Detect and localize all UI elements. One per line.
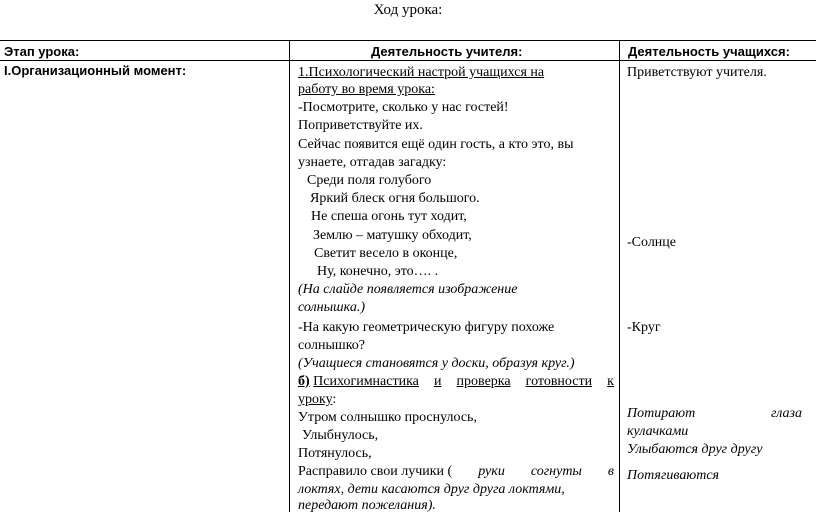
- teacher-line: узнаете, отгадав загадку:: [298, 155, 447, 170]
- section-b-word: и: [433, 374, 442, 389]
- table-top-border: [0, 40, 816, 41]
- student-activity: Улыбаются друг другу: [627, 442, 763, 457]
- teacher-line: Сейчас появится ещё один гость, а кто это, вы: [298, 137, 574, 152]
- header-students: Деятельность учащихся:: [628, 44, 790, 59]
- student-activity: -Круг: [627, 320, 661, 335]
- teacher-line: 1.Психологический настрой учащихся на: [298, 65, 545, 80]
- teacher-line: Поприветствуйте их.: [298, 118, 423, 133]
- riddle-line: Яркий блеск огня большого.: [310, 191, 480, 206]
- riddle-line: Ну, конечно, это…. .: [317, 264, 439, 279]
- section-b-word: готовности: [525, 374, 593, 389]
- section-b-heading: [298, 373, 614, 390]
- riddle-line: Светит весело в оконце,: [314, 246, 458, 261]
- teacher-line: -На какую геометрическую фигуру похоже: [298, 320, 555, 335]
- header-teacher: Деятельность учителя:: [371, 44, 523, 59]
- section-b-word: Психогимнастика: [313, 374, 419, 389]
- teacher-note: солнышка.): [298, 300, 365, 315]
- header-row-divider: [0, 60, 816, 61]
- student-activity: Потирают: [627, 406, 696, 421]
- gymnastics-line: передают пожелания).: [298, 498, 436, 513]
- stage-name: I.Организационный момент:: [4, 63, 187, 78]
- column-divider-2: [619, 40, 620, 512]
- riddle-line: Среди поля голубого: [307, 173, 432, 188]
- teacher-note: (На слайде появляется изображение: [298, 282, 518, 297]
- gymnastics-line: Расправило свои лучики ( руки согнуты в: [298, 464, 614, 479]
- student-activity: кулачками: [627, 424, 689, 439]
- student-activity: Приветствуют учителя.: [627, 65, 767, 80]
- riddle-line: Не спеша огонь тут ходит,: [311, 209, 467, 224]
- teacher-note: (Учащиеся становятся у доски, образуя круг.): [298, 356, 575, 371]
- section-b-heading-cont: уроку:: [298, 392, 337, 407]
- gymnastics-line: Улыбнулось,: [302, 428, 379, 443]
- student-activity: глаза: [771, 406, 803, 421]
- student-activity: -Солнце: [627, 235, 676, 250]
- gymnastics-line: Потянулось,: [298, 446, 372, 461]
- column-divider-1: [289, 40, 290, 512]
- section-b-label: б): [298, 374, 310, 389]
- gymnastics-line: Утром солнышко проснулось,: [298, 410, 477, 425]
- section-b-word: к: [607, 374, 614, 389]
- teacher-line: солнышко?: [298, 338, 365, 353]
- teacher-line: работу во время урока:: [298, 82, 435, 97]
- teacher-line: -Посмотрите, сколько у нас гостей!: [298, 100, 509, 115]
- gymnastics-line: локтях, дети касаются друг друга локтями,: [298, 482, 565, 497]
- section-b-word: проверка: [456, 374, 511, 389]
- student-activity: Потягиваются: [627, 468, 720, 483]
- riddle-line: Землю – матушку обходит,: [313, 228, 472, 243]
- header-stage: Этап урока:: [4, 44, 80, 59]
- document-title: Ход урока:: [373, 2, 443, 18]
